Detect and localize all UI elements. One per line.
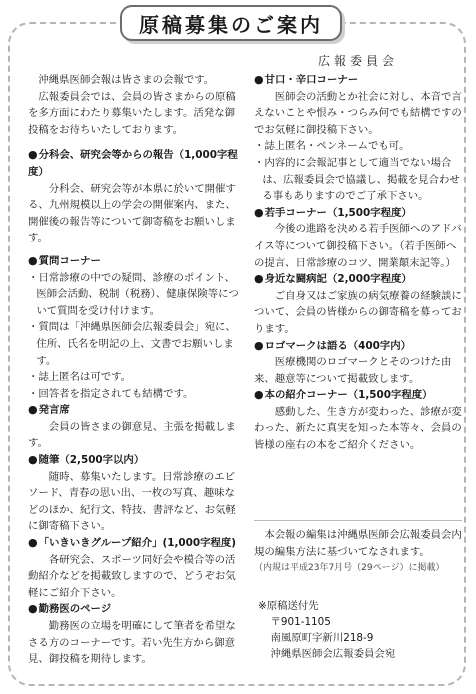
list-item: ・質問は「沖縄県医師会広報委員会」宛に、住所、氏名を明記の上、文書でお願いします。 [28,321,236,367]
section-body: 随時、募集いたします。日常診療のエピソード、青春の思い出、一枚の写真、趣味などのほか、紀行文、特技、書評など、お気軽に御寄稿下さい。 [28,470,236,533]
intro-line-1: 沖縄県医師会報は皆さまの会報です。 [38,74,215,86]
section-body: 医師会の活動とか社会に対し、本音で言えないことや恨み・つらみ何でも結構ですのでお気軽に御投稿下さい。 [254,90,462,136]
bullet-icon: ● [28,403,38,417]
list-item: ・誌上匿名・ペンネームでも可。 [254,140,410,153]
section-heading: 分科会、研究会等からの報告（1,000字程度） [28,149,238,178]
section-heading: 発言席 [38,404,70,417]
section-bunkakai [28,147,242,247]
section-heading: ロゴマークは語る（400字内） [264,339,411,352]
right-column [254,72,462,454]
bullet-icon: ● [254,73,264,86]
section-heading: 勤務医のページ [38,603,112,616]
section-heading: 随筆（2,500字以内） [38,454,145,467]
bullet-icon: ● [28,602,38,616]
section-ikiiki-group [28,535,242,601]
list-item: ・誌上匿名は可です。 [28,371,132,384]
bullet-icon: ● [28,253,38,267]
section-body: 感動した、生き方が変わった、診療が変わった、新たに真実を知った本等々、会員の皆様の座右の本をご紹介ください。 [254,405,462,452]
send-to-recipient: 沖縄県医師会広報委員会宛 [270,648,396,660]
send-to-block [258,598,458,662]
section-heading: 身近な闘病記（2,000字程度） [264,273,412,286]
section-heading: 甘口・辛口コーナー [264,74,359,86]
send-to-label: ※原稿送付先 [258,600,319,612]
committee-name: 広報委員会 [318,54,399,68]
list-item: ・回答者を指定されても結構です。 [28,387,194,400]
page-title: 原稿募集のご案内 [120,5,342,41]
section-body: 分科会、研究会等が本県に於いて開催する、九州規模以上の学会の開催案内、また、開催後の報告等について御寄稿をお願いします。 [28,182,236,245]
section-heading: 質問コーナー [38,254,101,267]
section-body: 会員の皆さまの御意見、主張を掲載します。 [28,420,236,450]
section-kinmui [28,601,242,667]
bullet-icon: ● [28,536,38,550]
bullet-icon: ● [254,205,264,219]
send-to-postal: 〒901-1105 [270,616,331,628]
bullet-icon: ● [28,453,38,467]
left-column [28,72,242,668]
editorial-note-small: （内規は平成23年7月号（29ページ）に掲載） [254,563,445,574]
send-to-address: 南風原町字新川218-9 [270,632,374,644]
section-amakuchi-karakuchi [254,72,462,205]
section-logomark [254,338,462,388]
section-heading: 本の紹介コーナー（1,500字程度） [264,389,433,402]
bullet-icon: ● [254,388,264,402]
list-item: ・日常診療の中での疑問、診療のポイント、医師会活動、税制（税務）、健康保険等について質問を受け付けます。 [28,271,239,317]
list-item: ・内容的に会報記事として適当でない場合は、広報委員会で協議し、掲載を見合わせる事もありますのでご了承下さい。 [254,156,460,203]
bullet-icon: ● [28,148,38,162]
section-tobyoki [254,271,462,337]
section-body: 各研究会、スポーツ同好会や模合等の活動紹介などを掲載致しますので、どうぞお気軽にご紹介下さい。 [28,553,236,599]
section-zuihitsu [28,452,242,535]
section-heading: 若手コーナー（1,500字程度） [264,206,412,219]
editorial-note-text: 本会報の編集は沖縄県医師会広報委員会内規の編集方法に基づいてなされます。 [254,529,462,558]
section-question-corner [28,253,242,402]
section-body: 今後の進路を決める若手医師へのアドバイス等について御投稿下さい。（若手医師への提言、日常診療のコツ、開業顛末記等。） [254,223,462,269]
section-book-intro [254,387,462,453]
section-heading: 「いきいきグループ紹介」(1,000字程度) [38,537,236,550]
section-body: 勤務医の立場を明確にして筆者を希望なさる方のコーナーです。若い先生方から御意見、御投稿を期待します。 [28,620,236,666]
bullet-icon: ● [254,272,264,286]
intro-paragraph: 広報委員会では、会員の皆さまからの原稿を多方面にわたり募集いたします。活発な御投稿をお待ちいたしております。 [28,90,236,136]
section-body: 医療機関のロゴマークとそのつけた由来、趣意等について掲載致します。 [254,356,452,385]
editorial-note [254,520,462,577]
section-wakate [254,205,462,271]
section-body: ご自身又はご家族の病気療養の経験談について、会員の皆様からの御寄稿を募っております。 [254,289,462,335]
bullet-icon: ● [254,338,264,352]
section-hatsugen [28,402,242,452]
